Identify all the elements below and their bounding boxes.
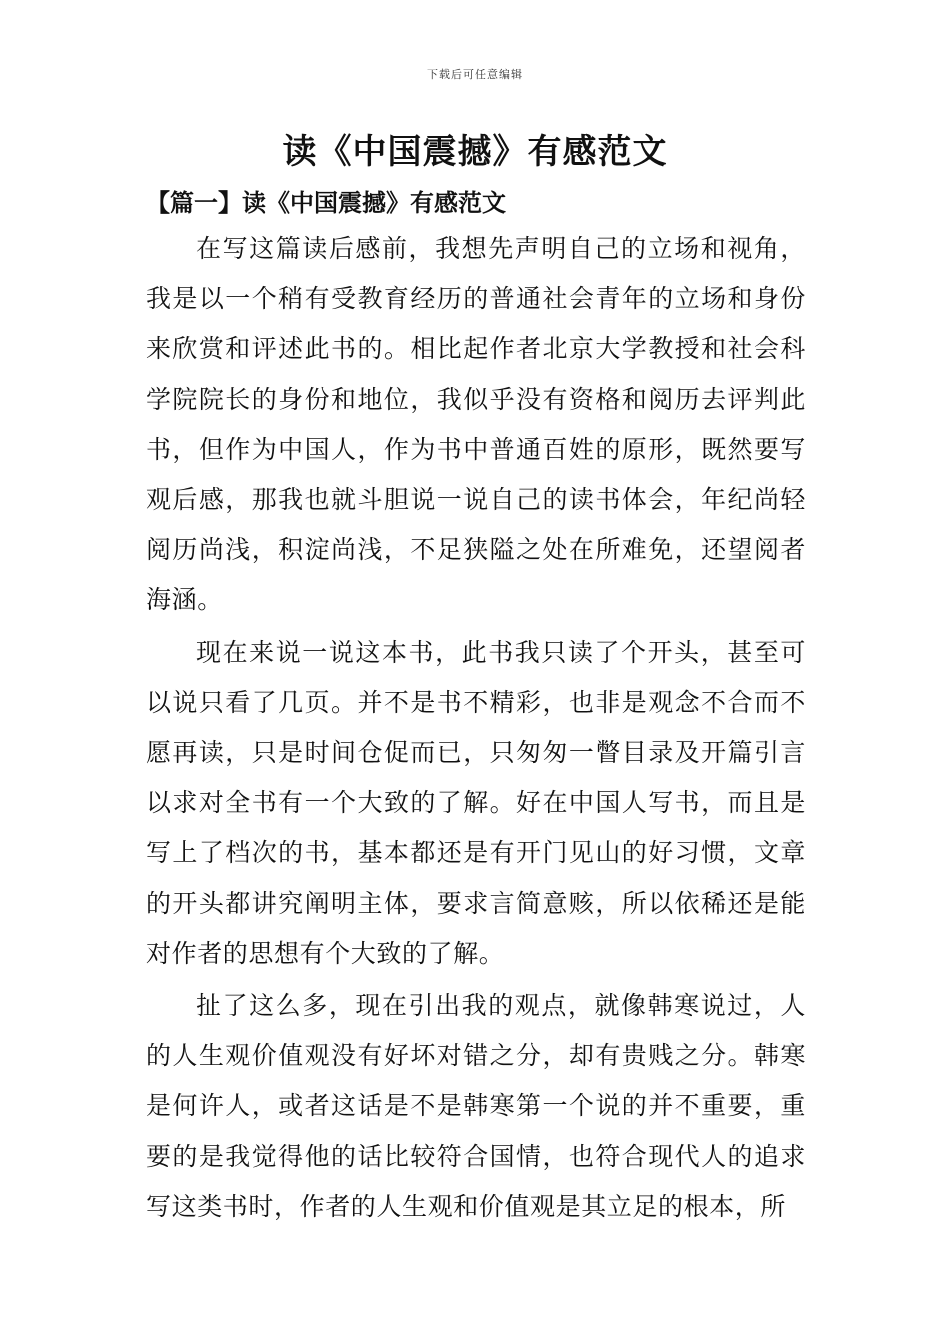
paragraph: 在写这篇读后感前，我想先声明自己的立场和视角，我是以一个稍有受教育经历的普通社会青年的立场和身份来欣赏和评述此书的。相比起作者北京大学教授和社会科学院院长的身份和地位，我似乎没有资格和阅历去评判此书，但作为中国人，作为书中普通百姓的原形，既然要写观后感，那我也就斗胆说一说自己的读书体会，年纪尚轻阅历尚浅，积淀尚浅，不足狭隘之处在所难免，还望阅者海涵。	[146, 234, 806, 615]
paragraph: 扯了这么多，现在引出我的观点，就像韩寒说过，人的人生观价值观没有好坏对错之分，却有贵贱之分。韩寒是何许人，或者这话是不是韩寒第一个说的并不重要，重要的是我觉得他的话比较符合国情，也符合现代人的追求写这类书时，作者的人生观和价值观是其立足的根本，所	[146, 991, 806, 1221]
document-title: 读《中国震撼》有感范文	[282, 132, 668, 172]
paragraph: 现在来说一说这本书，此书我只读了个开头，甚至可以说只看了几页。并不是书不精彩，也非是观念不合而不愿再读，只是时间仓促而已，只匆匆一瞥目录及开篇引言以求对全书有一个大致的了解。好在中国人写书，而且是写上了档次的书，基本都还是有开门见山的好习惯，文章的开头都讲究阐明主体，要求言简意赅，所以依稀还是能对作者的思想有个大致的了解。	[146, 637, 806, 968]
header-note: 下载后可任意编辑	[427, 68, 523, 81]
section-heading: 【篇一】读《中国震撼》有感范文	[146, 188, 506, 217]
body-text	[146, 224, 806, 1234]
